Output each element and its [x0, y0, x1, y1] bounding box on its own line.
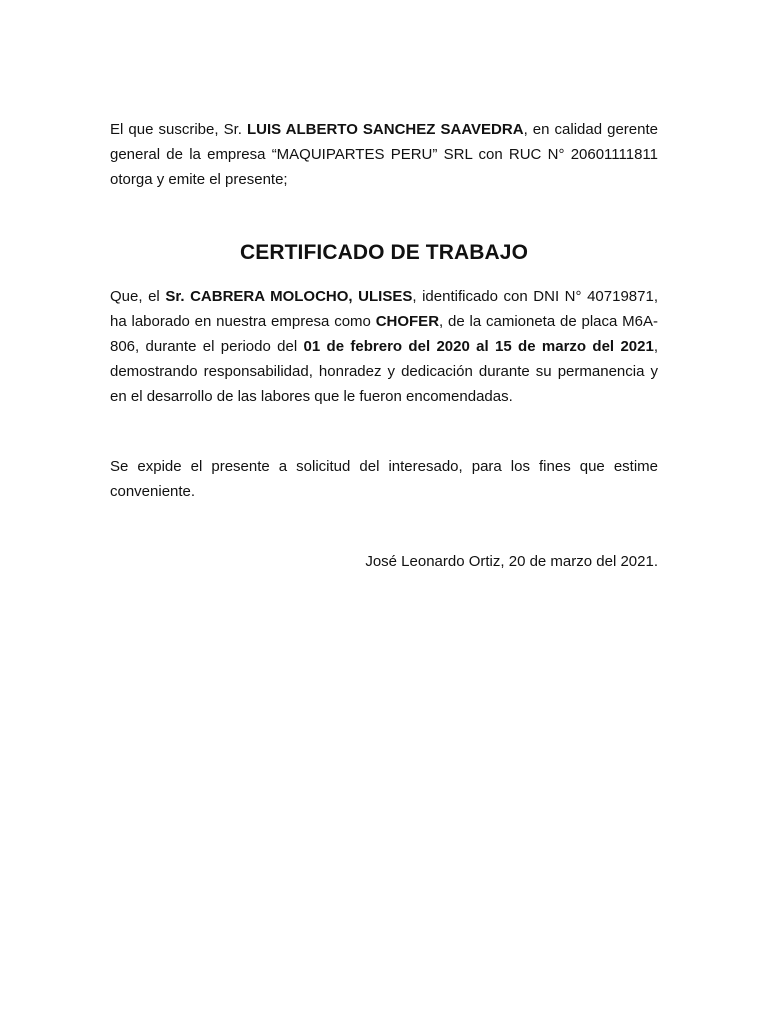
body-part-1: Que, el [110, 288, 166, 305]
body-part-3: , de la camioneta de placa M6A-806, durante el periodo del [110, 313, 659, 355]
body-paragraph [110, 284, 658, 409]
employment-period: 01 de febrero del 2020 al 15 de marzo del 2021 [303, 338, 654, 355]
intro-prefix: El que suscribe, Sr. [110, 121, 247, 138]
intro-suffix: , en calidad gerente general de la empresa “MAQUIPARTES PERU” SRL con RUC N° 20601111811 otorga y emite el presente; [110, 121, 659, 188]
issuer-name: LUIS ALBERTO SANCHEZ SAAVEDRA [246, 121, 524, 138]
employee-position: CHOFER [375, 313, 440, 330]
request-paragraph: Se expide el presente a solicitud del interesado, para los fines que estime conveniente. [110, 458, 658, 500]
intro-paragraph [110, 117, 658, 192]
body-part-4: , demostrando responsabilidad, honradez y dedicación durante su permanencia y en el desarrollo de las labores que le fueron encomendadas. [110, 338, 658, 405]
certificate-document [110, 117, 658, 574]
employee-name: Sr. CABRERA MOLOCHO, ULISES [165, 288, 413, 305]
document-title: CERTIFICADO DE TRABAJO [239, 241, 529, 264]
signature-line: José Leonardo Ortiz, 20 de marzo del 2021. [365, 553, 658, 570]
body-part-2: , identificado con DNI N° 40719871, ha laborado en nuestra empresa como [110, 288, 658, 330]
